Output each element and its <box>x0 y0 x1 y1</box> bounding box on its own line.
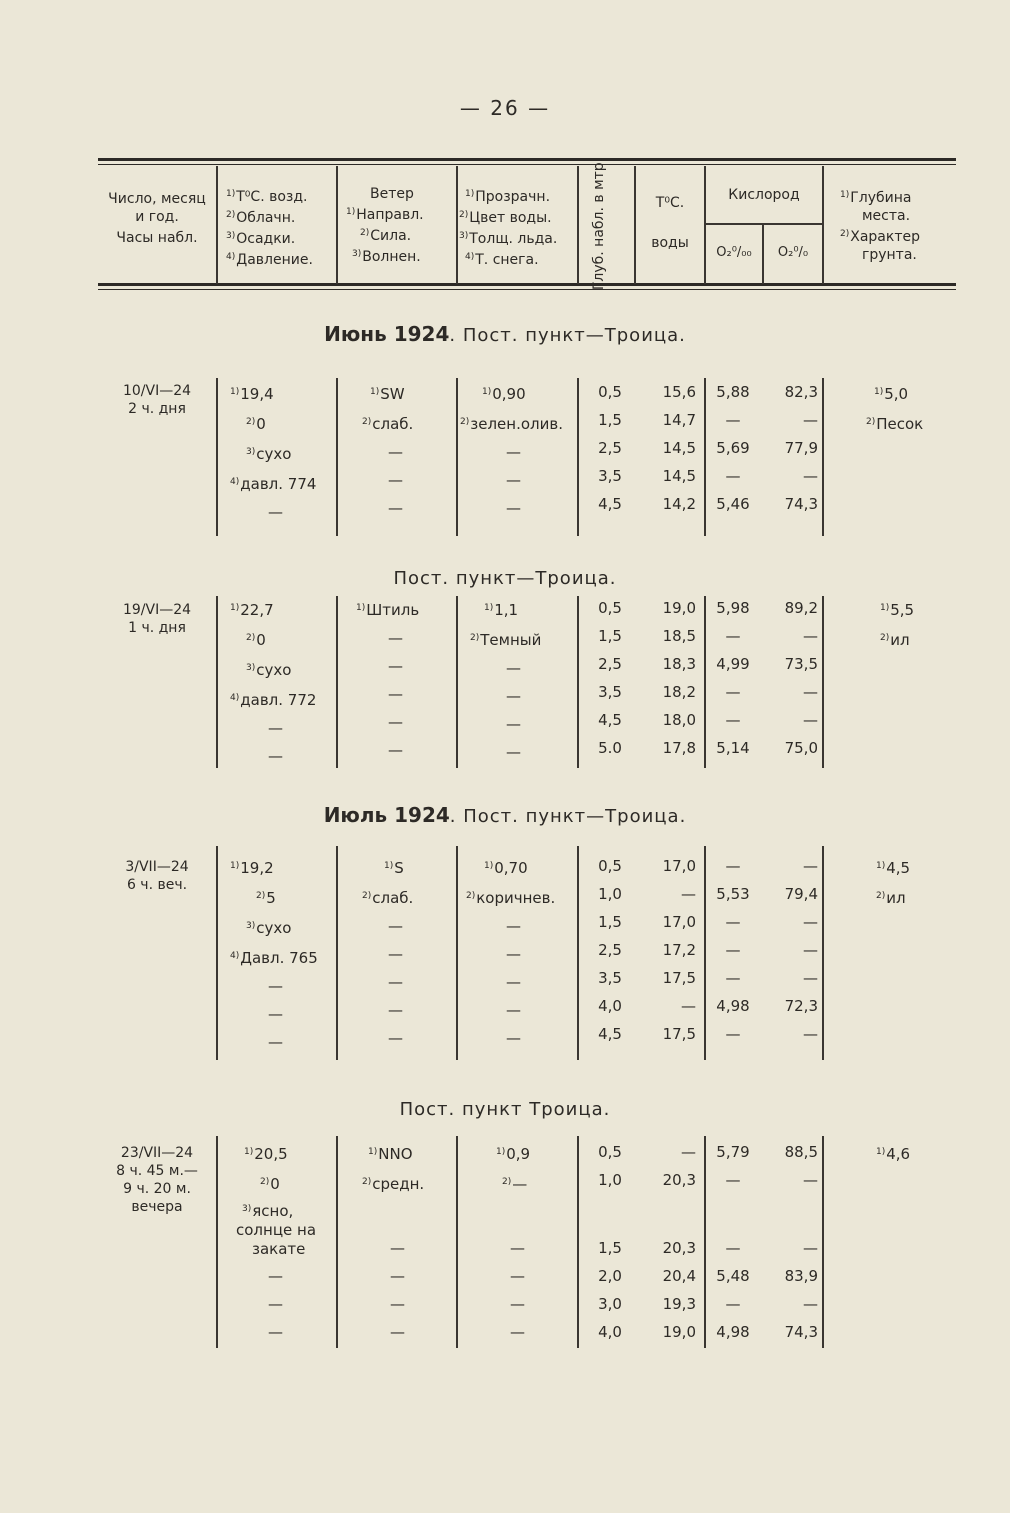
oxygen-permille-col: — 5,53 — — — 4,98 — <box>716 857 750 1043</box>
observation-date: 23/VII—24 8 ч. 45 м.— 9 ч. 20 м. вечера <box>116 1145 198 1215</box>
header-bottom-rule <box>98 283 956 286</box>
depth-col: 0,5 1,0 <box>598 1143 622 1189</box>
wind-col: $^{1)}$Штиль — — — — — <box>356 601 420 759</box>
header-divider <box>822 166 824 284</box>
oxygen-percent-col-rest: — 83,9 — 74,3 <box>784 1239 818 1341</box>
row-divider <box>456 846 458 1060</box>
ground-col: $^{1)}$4,6 <box>876 1145 911 1163</box>
header-oxygen-permille: O₂⁰/₀₀ <box>716 245 752 260</box>
header-divider <box>456 166 458 284</box>
water-temp-col: 19,0 18,5 18,3 18,2 18,0 17,8 <box>662 599 696 757</box>
row-divider <box>577 596 579 768</box>
row-divider <box>704 846 706 1060</box>
air-col: $^{1)}$22,7 $^{2)}$0 $^{3)}$сухо $^{4)}$давл. 772 — — <box>230 601 317 765</box>
wind-col: $^{1)}$SW $^{2)}$слаб. — — — <box>362 385 414 517</box>
wind-col: $^{1)}$S $^{2)}$слаб. — — — — — <box>362 859 414 1047</box>
oxygen-subrule <box>705 223 822 225</box>
header-depth-col: Глуб. набл. в мтр. <box>591 157 607 291</box>
header-divider <box>704 166 706 284</box>
section-title: Июль 1924. Пост. пункт—Троица. <box>323 803 687 827</box>
depth-col: 0,5 1,5 2,5 3,5 4,5 5.0 <box>598 599 622 757</box>
row-divider <box>216 596 218 768</box>
header-divider <box>336 166 338 284</box>
water-temp-col: 15,6 14,7 14,5 14,5 14,2 <box>662 383 696 513</box>
header-water-temp-top: T⁰C. <box>655 195 685 211</box>
oxygen-percent-col: 82,3 — 77,9 — 74,3 <box>784 383 818 513</box>
depth-col: 0,5 1,5 2,5 3,5 4,5 <box>598 383 622 513</box>
transparency-col: $^{1)}$0,70 $^{2)}$коричнев. — — — — — <box>466 859 556 1047</box>
wind-col-rest: — — — — <box>390 1239 405 1341</box>
row-divider <box>822 378 824 536</box>
header-bottom-rule-thin <box>98 289 956 290</box>
section-title: Пост. пункт—Троица. <box>393 568 617 589</box>
air-col: $^{1)}$19,2 $^{2)}$5 $^{3)}$сухо $^{4)}$Давл. 765 — — — <box>230 859 318 1051</box>
row-divider <box>216 1136 218 1348</box>
section-title: Пост. пункт Троица. <box>399 1099 611 1120</box>
row-divider <box>822 596 824 768</box>
page-number: — 26 — <box>459 96 551 120</box>
row-divider <box>336 596 338 768</box>
header-water-temp-bottom: воды <box>651 235 689 251</box>
transparency-col-rest: — — — — <box>510 1239 525 1341</box>
oxygen-permille-col-rest: — 5,48 — 4,98 <box>716 1239 750 1341</box>
observation-date: 19/VI—24 1 ч. дня <box>122 602 192 636</box>
header-oxygen: Кислород <box>728 187 800 203</box>
observation-date: 10/VI—24 2 ч. дня <box>122 383 192 417</box>
row-divider <box>577 846 579 1060</box>
section-title: Июнь 1924. Пост. пункт—Троица. <box>324 322 686 346</box>
header-divider <box>216 166 218 284</box>
transparency-col: $^{1)}$1,1 $^{2)}$Темный — — — — <box>470 601 542 761</box>
header-ground-col: $^{1)}$Глубина места. $^{2)}$Характер грунта. <box>840 190 920 263</box>
oxygen-percent-col: 88,5 — <box>784 1143 818 1189</box>
observation-date: 3/VII—24 6 ч. веч. <box>125 859 189 893</box>
header-oxygen-percent: O₂⁰/₀ <box>777 245 809 260</box>
header-air-col: $^{1)}$T⁰C. возд. $^{2)}$Облачн. $^{3)}$Осадки. $^{4)}$Давление. <box>226 189 313 268</box>
header-top-rule-thin <box>98 164 956 165</box>
oxygen-percent-col: — 79,4 — — — 72,3 — <box>784 857 818 1043</box>
header-transparency-col: $^{1)}$Прозрачн. $^{2)}$Цвет воды. $^{3)}$Толщ. льда. $^{4)}$Т. снега. <box>459 189 558 268</box>
transparency-col: $^{1)}$0,90 $^{2)}$зелен.олив. — — — <box>460 385 563 517</box>
row-divider <box>336 846 338 1060</box>
row-divider <box>456 596 458 768</box>
air-col: $^{1)}$20,5 $^{2)}$0 <box>244 1145 288 1193</box>
row-divider <box>336 378 338 536</box>
row-divider <box>456 1136 458 1348</box>
oxygen-permille-col: 5,98 — 4,99 — — 5,14 <box>716 599 750 757</box>
header-wind-col: Ветер $^{1)}$Направл. $^{2)}$Сила. $^{3)}$Волнен. <box>346 186 424 265</box>
row-divider <box>704 1136 706 1348</box>
air-col-rest: — — — <box>268 1267 283 1341</box>
row-divider <box>822 1136 824 1348</box>
water-temp-col-rest: 20,3 20,4 19,3 19,0 <box>662 1239 696 1341</box>
header-top-rule <box>98 158 956 161</box>
oxygen-permille-col: 5,88 — 5,69 — 5,46 <box>716 383 750 513</box>
row-divider <box>336 1136 338 1348</box>
depth-col-rest: 1,5 2,0 3,0 4,0 <box>598 1239 622 1341</box>
row-divider <box>577 1136 579 1348</box>
row-divider <box>216 846 218 1060</box>
wind-col: $^{1)}$NNO $^{2)}$средн. <box>362 1145 425 1193</box>
ground-col: $^{1)}$4,5 $^{2)}$ил <box>876 859 911 907</box>
oxygen-percent-col: 89,2 — 73,5 — — 75,0 <box>784 599 818 757</box>
row-divider <box>704 596 706 768</box>
row-divider <box>822 846 824 1060</box>
row-divider <box>456 378 458 536</box>
depth-col: 0,5 1,0 1,5 2,5 3,5 4,0 4,5 <box>598 857 622 1043</box>
row-divider <box>704 378 706 536</box>
water-temp-col: — 20,3 <box>662 1143 696 1189</box>
air-sky-text: $^{3)}$ясно, солнце на закате <box>236 1202 317 1258</box>
ground-col: $^{1)}$5,0 $^{2)}$Песок <box>866 385 924 433</box>
row-divider <box>216 378 218 536</box>
row-divider <box>577 378 579 536</box>
header-date-col: Число, месяц и год. Часы набл. <box>108 191 206 246</box>
water-temp-col: 17,0 — 17,0 17,2 17,5 — 17,5 <box>662 857 696 1043</box>
ground-col: $^{1)}$5,5 $^{2)}$ил <box>880 601 915 649</box>
air-col: $^{1)}$19,4 $^{2)}$0 $^{3)}$сухо $^{4)}$давл. 774 — <box>230 385 317 521</box>
oxygen-permille-col: 5,79 — <box>716 1143 750 1189</box>
transparency-col: $^{1)}$0,9 $^{2)}$— <box>496 1145 531 1193</box>
header-divider <box>634 166 636 284</box>
